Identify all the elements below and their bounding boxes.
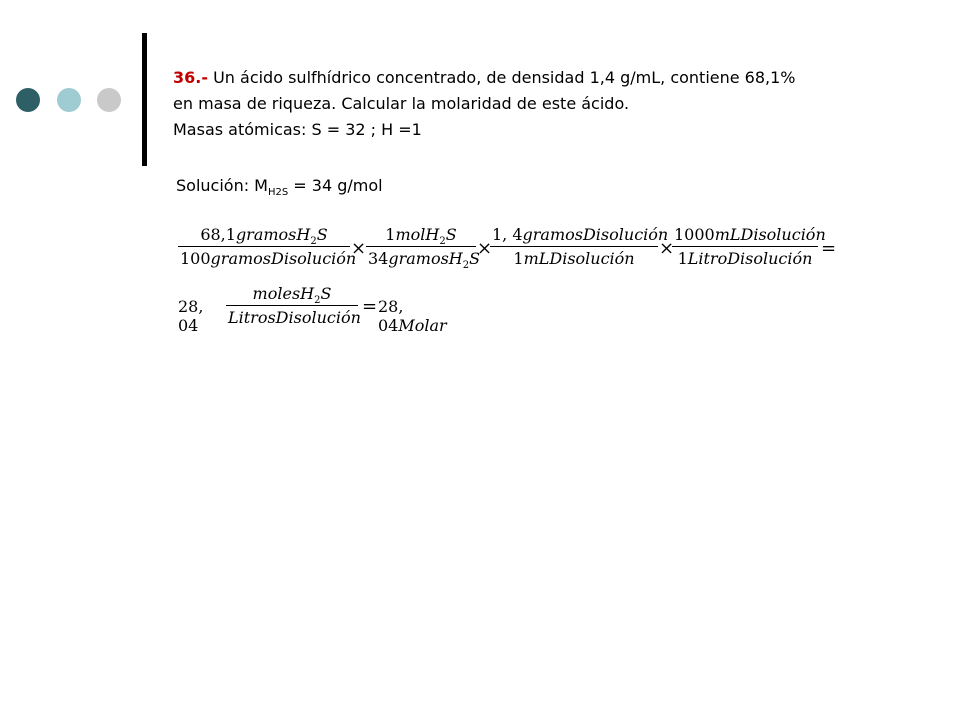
problem-line-2: en masa de riqueza. Calcular la molaridad de este ácido.	[173, 94, 630, 113]
equation-prefix: 28, 04	[178, 297, 204, 335]
problem-line-3: Masas atómicas: S = 32 ; H =1	[173, 120, 422, 139]
fraction-4: 1000mLDisolución 1LitroDisolución	[674, 225, 826, 268]
equals-sign-2: =	[362, 296, 378, 317]
fraction-1: 68,1gramosH$_2$S 100gramosDisolución	[180, 225, 357, 268]
problem-statement	[173, 65, 933, 143]
light-dot	[57, 88, 81, 112]
times-sign-1: ×	[351, 238, 367, 259]
times-sign-2: ×	[477, 238, 493, 259]
result-value: 28, 04Molar	[378, 297, 447, 335]
fraction-2: 1molH$_2$S 34gramosH$_2$S	[368, 225, 481, 271]
problem-line-1: 36.- Un ácido sulfhídrico concentrado, de densidad 1,4 g/mL, contiene 68,1%	[173, 68, 796, 87]
dark-dot	[16, 88, 40, 112]
problem-number: 36.-	[173, 68, 208, 87]
times-sign-3: ×	[659, 238, 675, 259]
fraction-5: molesH$_2$S LitrosDisolución	[228, 284, 361, 327]
solution-molar-mass: Solución: $M_{H2S} = 34$ g/mol	[176, 176, 383, 199]
gray-dot	[97, 88, 121, 112]
fraction-3: 1, 4gramosDisolución 1mLDisolución	[492, 225, 669, 268]
vertical-divider	[142, 33, 147, 166]
equals-sign-1: =	[821, 238, 837, 259]
